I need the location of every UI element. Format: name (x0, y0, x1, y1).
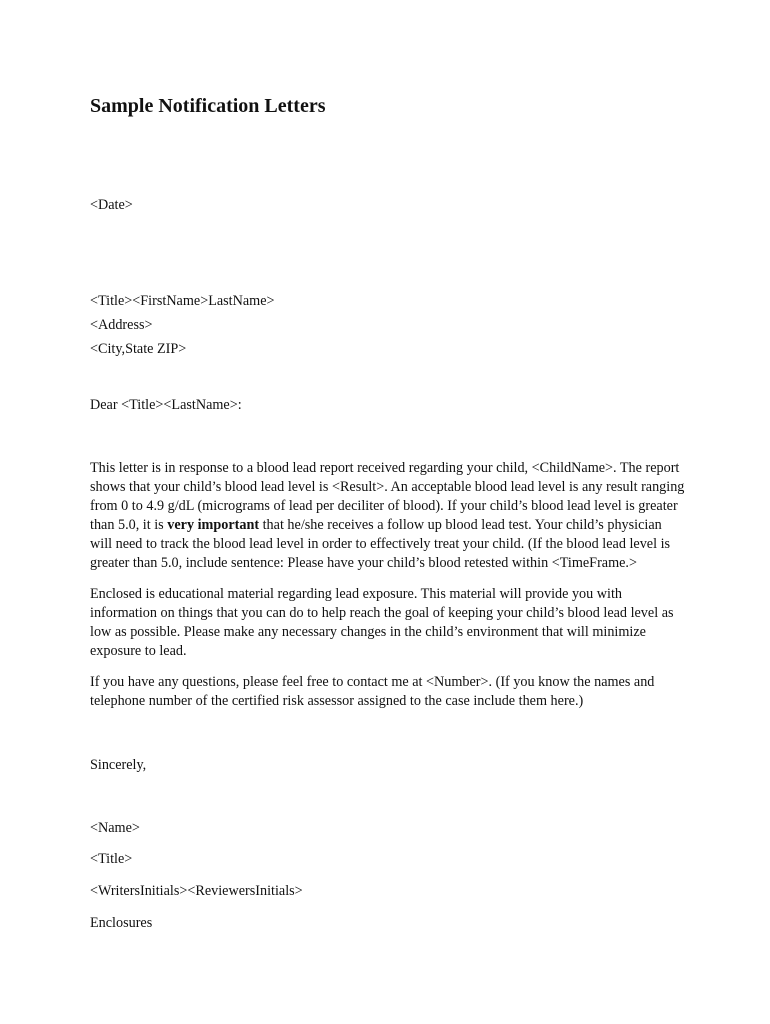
paragraph-1-line: greater than 5.0, include sentence: Please have your child’s blood retested within <TimeFrame.> (90, 555, 637, 571)
salutation: Dear <Title><LastName>: (90, 397, 242, 413)
paragraph-2-line: Enclosed is educational material regarding lead exposure. This material will provide you with (90, 586, 623, 602)
closing: Sincerely, (90, 757, 147, 773)
signer-title: <Title> (90, 851, 133, 867)
paragraph-2-line: exposure to lead. (90, 643, 187, 659)
date-line: <Date> (90, 197, 133, 213)
paragraph-1-line: from 0 to 4.9 g/dL (micrograms of lead per deciliter of blood). If your child’s blood lead level is greater (90, 498, 678, 514)
paragraph-2-line: information on things that you can do to help reach the goal of keeping your child’s blood lead level as (90, 605, 674, 621)
text-run: than 5.0, it is (90, 517, 168, 533)
enclosures-line: Enclosures (90, 915, 153, 931)
signer-name: <Name> (90, 820, 140, 836)
paragraph-3-line: If you have any questions, please feel free to contact me at <Number>. (If you know the names and (90, 674, 655, 690)
emphasis-text: very important (167, 517, 260, 533)
text-run: that he/she receives a follow up blood lead test. Your child’s physician (259, 517, 662, 533)
paragraph-1-line (90, 516, 662, 535)
recipient-name: <Title><FirstName>LastName> (90, 293, 275, 309)
paragraph-1-line: will need to track the blood lead level in order to effectively treat your child. (If the blood lead level is (90, 536, 671, 552)
recipient-address: <Address> (90, 317, 153, 333)
recipient-city-state-zip: <City,State ZIP> (90, 341, 187, 357)
page-title: Sample Notification Letters (90, 95, 326, 117)
initials-line: <WritersInitials><ReviewersInitials> (90, 883, 303, 899)
paragraph-1-line: This letter is in response to a blood lead report received regarding your child, <ChildName>. The report (90, 460, 680, 476)
paragraph-1-line: shows that your child’s blood lead level is <Result>. An acceptable blood lead level is any result ranging (90, 479, 685, 495)
paragraph-2-line: low as possible. Please make any necessary changes in the child’s environment that will minimize (90, 624, 646, 640)
paragraph-3-line: telephone number of the certified risk assessor assigned to the case include them here.) (90, 693, 584, 709)
